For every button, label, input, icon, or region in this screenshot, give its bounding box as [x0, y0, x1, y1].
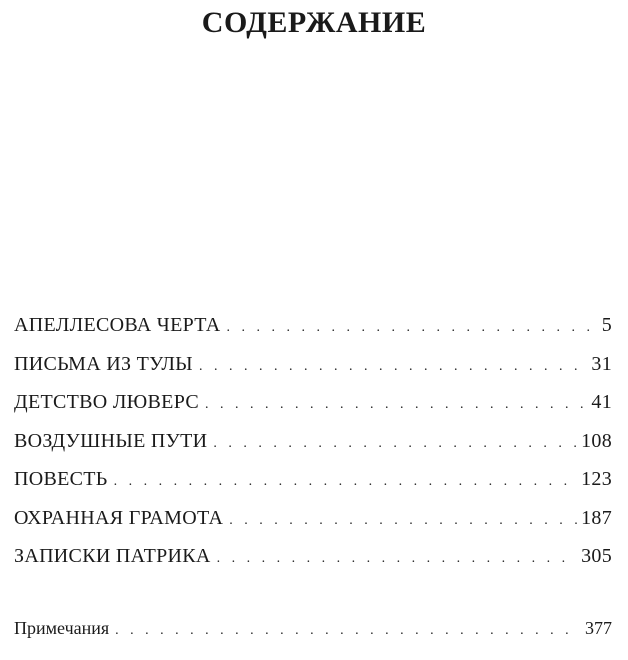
dot-leader	[115, 623, 581, 639]
toc-entry-title: Примечания	[14, 618, 110, 638]
toc-entry[interactable]	[14, 545, 612, 584]
toc-entry-page: 123	[581, 468, 612, 490]
table-of-contents	[14, 314, 612, 584]
toc-entry-page: 305	[581, 545, 612, 567]
dot-leader	[213, 436, 577, 452]
toc-entry-title: ОХРАННАЯ ГРАМОТА	[14, 506, 224, 529]
toc-entry[interactable]	[14, 507, 612, 546]
toc-entry-title: ПОВЕСТЬ	[14, 468, 108, 490]
dot-leader	[199, 359, 587, 375]
toc-entry[interactable]	[14, 314, 612, 353]
toc-entry[interactable]	[14, 391, 612, 430]
toc-entry-title: АПЕЛЛЕСОВА ЧЕРТА	[14, 314, 221, 336]
toc-entry-title: ЗАПИСКИ ПАТРИКА	[14, 545, 211, 567]
toc-entry-page: 5	[601, 314, 612, 336]
dot-leader	[217, 551, 577, 567]
toc-entry-page: 187	[581, 506, 612, 529]
dot-leader	[229, 513, 577, 529]
dot-leader	[227, 320, 598, 336]
dot-leader	[114, 474, 578, 490]
toc-entry-page: 31	[591, 352, 612, 375]
dot-leader	[205, 397, 587, 413]
toc-entry-title: ПИСЬМА ИЗ ТУЛЫ	[14, 352, 193, 375]
toc-entry[interactable]	[14, 468, 612, 507]
page-title: СОДЕРЖАНИЕ	[201, 6, 427, 39]
toc-entry-title: ДЕТСТВО ЛЮВЕРС	[14, 391, 200, 413]
toc-entry-notes[interactable]	[14, 618, 612, 657]
toc-entry-title: ВОЗДУШНЫЕ ПУТИ	[14, 429, 208, 452]
toc-entry[interactable]	[14, 430, 612, 469]
toc-entry-page: 108	[581, 429, 612, 452]
toc-entry[interactable]	[14, 353, 612, 392]
toc-entry-page: 377	[585, 618, 612, 638]
notes-section	[14, 618, 612, 657]
toc-entry-page: 41	[591, 391, 612, 413]
